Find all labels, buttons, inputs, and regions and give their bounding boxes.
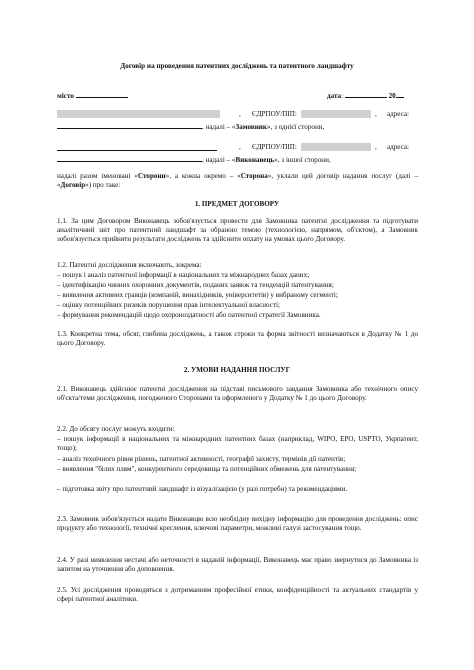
city-label: місто <box>57 92 74 100</box>
customer-line-1: , ЄДРПОУ/ПІП: , адреса: <box>57 110 418 120</box>
clause-2-2-item: – аналіз технічного рівня рішень, патентної активності, географії захисту, термінів дії патентів; <box>57 455 346 463</box>
intro-text-3: », уклали цей договір надання <box>267 172 368 180</box>
contractor-line-2: , надалі – «Виконавець», з іншої сторони, <box>57 154 418 165</box>
contractor-name-field <box>57 143 217 151</box>
customer-edrpou-field <box>301 110 371 118</box>
contractor-address-field <box>57 154 202 162</box>
clause-2-5: 2.5. Усі дослідження проводяться з дотриманням професійної етики, конфіденційності та актуальних стандартів у сфері патентної аналітики. <box>57 586 418 603</box>
contractor-line-1: , ЄДРПОУ/ПІП: , адреса: <box>57 143 418 154</box>
clause-1-2-item: – оцінку потенційних ризиків порушення прав інтелектуальної власності; <box>57 301 280 309</box>
customer-name-field <box>57 110 220 118</box>
clause-2-4: 2.4. У разі виявлення нестачі або неточності в наданій інформації, Виконавець має право звернутися до Замовника із запитом на уточнення або доповнення. <box>57 556 418 573</box>
city-field <box>76 90 128 98</box>
clause-1-2-item: – пошук і аналіз патентної інформації в національних та міжнародних базах даних; <box>57 271 310 279</box>
clause-1-2-item: – ідентифікацію чинних охоронних документів, поданих заявок та тенденцій патентування; <box>57 281 334 289</box>
intro-paragraph <box>57 172 418 190</box>
intro-text-1: надалі разом іменовані « <box>57 172 138 180</box>
customer-address-field <box>57 121 202 129</box>
contractor-edrpou-label: ЄДРПОУ/ПІП: <box>252 143 297 151</box>
contractor-address-label: адреса: <box>387 143 409 151</box>
clause-2-1: 2.1. Виконавець здійснює патентні дослідження на підставі письмового завдання Замовника або технічного опису об'єкта/теми дослідження, погодженого Сторонами та оформленого у Додатку № 1 до цього Договору. <box>57 385 418 402</box>
date-block: дата: 20 <box>327 90 404 101</box>
clause-1-2-item: – формування рекомендацій щодо охороноздатності або патентної стратегії Замовника. <box>57 311 321 319</box>
customer-line-2: , надалі – «Замовник», з однієї сторони, <box>57 121 418 132</box>
customer-role-suffix: », з однієї сторони, <box>266 123 325 131</box>
intro-sides: Сторони <box>138 172 166 180</box>
intro-text-2: », а кожна окремо – « <box>165 172 241 180</box>
contractor-role-suffix: », з іншої сторони, <box>274 156 331 164</box>
clause-2-3: 2.3. Замовник зобов'язується надати Виконавцю всю необхідну вихідну інформацію для проведення досліджень: опис продукту або технології, технічні креслення, ключові параметри, можливі галузі застосування тощо. <box>57 515 418 532</box>
customer-edrpou-label: ЄДРПОУ/ПІП: <box>252 110 297 118</box>
clause-2-2-item: – виявлення "білих плям", конкурентного середовища та потенційних обмежень для патентування; <box>57 465 357 473</box>
date-label: дата <box>327 92 342 100</box>
intro-contract: Договір <box>60 181 86 189</box>
clause-2-2-item: – підготовка звіту про патентний ландшафт із візуалізацією (у разі потреби) та рекомендаціями. <box>57 485 348 493</box>
customer-address-label: адреса: <box>387 110 409 118</box>
date-field <box>345 90 387 98</box>
document-title: Договір на проведення патентних досліджень та патентного ландшафту <box>120 62 354 70</box>
section-1-heading: 1. ПРЕДМЕТ ДОГОВОРУ <box>194 200 280 208</box>
clause-1-3: 1.3. Конкретна тема, обсяг, глибина досліджень, а також строки та форма звітності визначаються в Додатку № 1 до цього Договору. <box>57 330 418 347</box>
contractor-role: Виконавець <box>235 156 275 164</box>
clause-1-2-item: – виявлення активних гравців (компаній, винахідників, університетів) у вибраному сегменті; <box>57 291 338 299</box>
section-2-heading: 2. УМОВИ НАДАННЯ ПОСЛУГ <box>183 366 291 374</box>
clause-1-2-head: 1.2. Патентні дослідження включають, зокрема: <box>57 261 202 269</box>
year-prefix: 20 <box>388 92 396 100</box>
clause-1-1: 1.1. За цим Договором Виконавець зобов'язується провести для Замовника патентні дослідження та підготувати аналітичний звіт про патентний ландшафт за обраною темою (технологією, напрямом, об'єктом), а Замовник зобов'язується прийняти результати досліджень та здійснити оплату на умовах цього Договору. <box>57 217 418 243</box>
intro-text-5: ») про таке: <box>85 181 121 189</box>
clause-2-2-item: – пошук інформації в національних та міжнародних патентних базах (наприклад, WIPO, EPO, USPTO, Укрпатент, тощо); <box>57 435 418 452</box>
contractor-edrpou-field <box>301 143 371 151</box>
city-date-line <box>57 90 418 101</box>
customer-role: Замовник <box>235 123 267 131</box>
customer-role-prefix: надалі – « <box>205 123 236 131</box>
intro-side: Сторона <box>240 172 268 180</box>
year-field <box>396 90 404 98</box>
intro-text-4: послуг (далі – « <box>57 172 419 189</box>
clause-2-2-head: 2.2. До обсягу послуг можуть входити: <box>57 425 175 433</box>
contractor-role-prefix: надалі – « <box>205 156 236 164</box>
